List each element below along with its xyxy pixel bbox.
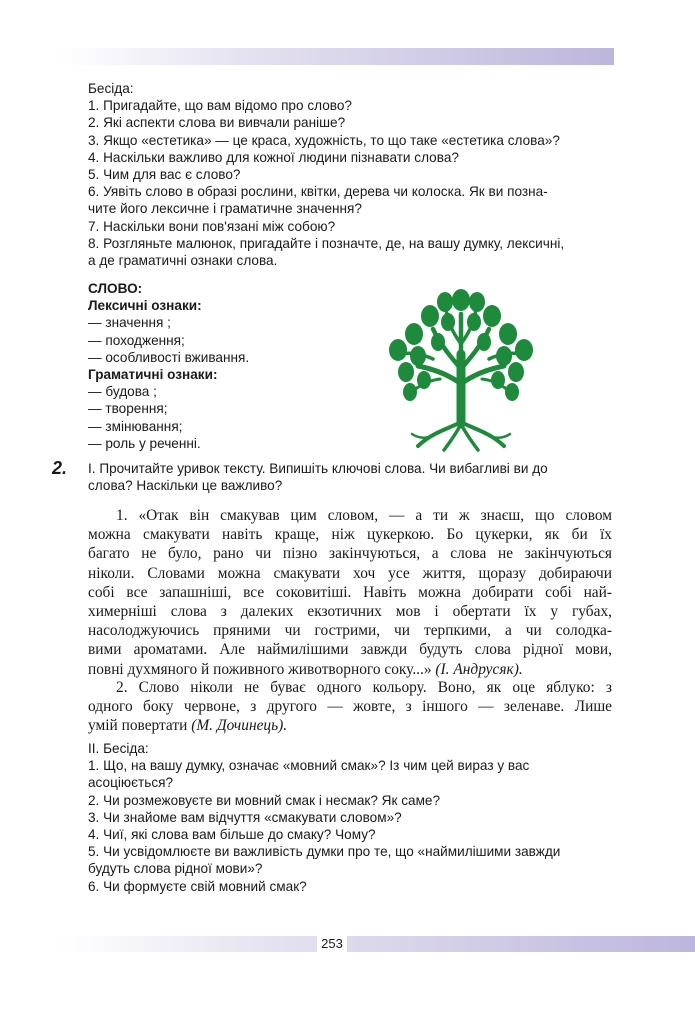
grammatical-item: — творення; xyxy=(88,401,168,417)
excerpt-line xyxy=(88,660,612,679)
exercise-number: 2. xyxy=(52,458,68,478)
task-line: І. Прочитайте уривок тексту. Випишіть ключові слова. Чи вибагливі ви до xyxy=(88,461,548,476)
question: чите його лексичне і граматичне значення? xyxy=(88,201,362,217)
conversation-2 xyxy=(88,740,616,895)
excerpt-line: вими ароматами. Але наймилішими завжди будуть слова рідної мови, xyxy=(88,641,612,659)
excerpt-1 xyxy=(88,506,612,679)
excerpt-line: 1. «Отак він смакував цим словом, — а ти ж знаєш, що словом xyxy=(116,507,612,524)
lexical-item: — значення ; xyxy=(88,315,171,331)
conversation-1 xyxy=(88,80,616,269)
question: 6. Чи формуєте свій мовний смак? xyxy=(88,878,307,894)
excerpt-line: багато не було, рано чи пізно закінчуються, а слова не закінчуються xyxy=(88,545,612,563)
excerpt-line: собі все запашніші, все соковитіші. Навіть можна добирати собі най- xyxy=(88,583,612,601)
footer-bar xyxy=(58,936,695,952)
excerpt-text: повні духмяного й поживного животворного соку...» xyxy=(88,660,432,678)
question: 5. Чи усвідомлюєте ви важливість думки про те, що «наймилішими завжди xyxy=(88,844,561,860)
excerpt-line: насолоджуючись пряними чи гострими, чи терпкими, а чи солодка- xyxy=(88,622,612,640)
question: 8. Розгляньте малюнок, пригадайте і позначте, де, на вашу думку, лексичні, xyxy=(88,235,565,251)
excerpt-line: можна смакувати навіть краще, ніж цукеркою. Бо цукерки, як би їх xyxy=(88,526,612,544)
header-bar xyxy=(58,48,614,65)
excerpt-author: (І. Андрусяк). xyxy=(435,660,523,678)
lexical-item: — особливості вживання. xyxy=(88,349,250,365)
question: будуть слова рідної мови»? xyxy=(88,861,263,877)
excerpt-line: одного боку червоне, з другого — жовте, з іншого — зеленаве. Лише xyxy=(88,698,612,716)
page-number: 253 xyxy=(317,936,347,952)
excerpt-line: 2. Слово ніколи не буває одного кольору. Воно, як оце яблуко: з xyxy=(116,679,612,696)
question: 1. Пригадайте, що вам відомо про слово? xyxy=(88,98,352,114)
excerpt-2 xyxy=(88,678,612,736)
question: 7. Наскільки вони пов'язані між собою? xyxy=(88,218,336,234)
lexical-title: Лексичні ознаки: xyxy=(88,298,202,314)
conversation-heading: ІІ. Бесіда: xyxy=(88,741,149,756)
question: 6. Уявіть слово в образі рослини, квітки, дерева чи колоска. Як ви позна- xyxy=(88,184,548,200)
question: 1. Що, на вашу думку, означає «мовний смак»? Із чим цей вираз у вас xyxy=(88,758,530,774)
grammatical-item: — роль у реченні. xyxy=(88,435,201,451)
task-line: слова? Наскільки це важливо? xyxy=(88,478,283,494)
conversation-heading: Бесіда: xyxy=(88,81,134,96)
question: 2. Які аспекти слова ви вивчали раніше? xyxy=(88,115,346,131)
question: а де граматичні ознаки слова. xyxy=(88,253,278,269)
question: 4. Чиї, які слова вам більше до смаку? Чому? xyxy=(88,827,376,843)
exercise-task xyxy=(88,460,616,494)
word-scheme xyxy=(88,280,368,452)
excerpt-line: ніколи. Словами можна смакувати хоч усе життя, щоразу добираючи xyxy=(88,564,612,582)
question: 5. Чим для вас є слово? xyxy=(88,167,241,183)
question: 3. Якщо «естетика» — це краса, художність, то що таке «естетика слова»? xyxy=(88,132,560,148)
grammatical-item: — змінювання; xyxy=(88,418,183,434)
question: 2. Чи розмежовуєте ви мовний смак і несмак? Як саме? xyxy=(88,792,441,808)
question: 4. Наскільки важливо для кожної людини пізнавати слова? xyxy=(88,149,459,165)
excerpt-line: химерніші слова з далеких екзотичних мов і обертати їх у губах, xyxy=(88,603,612,621)
question: асоціюється? xyxy=(88,775,174,791)
scheme-title: СЛОВО: xyxy=(88,281,143,296)
excerpt-author: (М. Дочинець). xyxy=(191,717,288,735)
question: 3. Чи знайоме вам відчуття «смакувати словом»? xyxy=(88,809,402,825)
excerpt-text: умій повертати xyxy=(88,717,188,735)
lexical-item: — походження; xyxy=(88,332,185,348)
tree-illustration xyxy=(388,284,534,452)
grammatical-title: Граматичні ознаки: xyxy=(88,367,218,383)
excerpt-line xyxy=(88,716,612,735)
grammatical-item: — будова ; xyxy=(88,384,157,400)
